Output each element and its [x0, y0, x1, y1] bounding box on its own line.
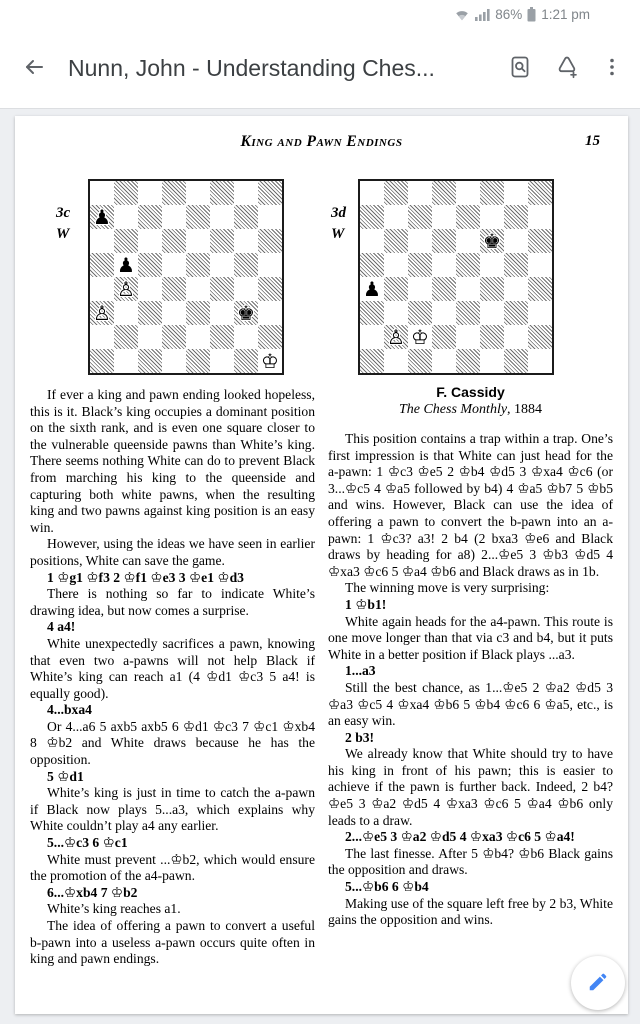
board-square-f5	[480, 253, 504, 277]
board-square-g3	[504, 301, 528, 325]
diagram-3c	[30, 179, 315, 375]
board-square-d3	[162, 301, 186, 325]
board-square-d4	[432, 277, 456, 301]
board-square-f7	[480, 205, 504, 229]
board-square-f3	[210, 301, 234, 325]
board-square-g6	[234, 229, 258, 253]
board-square-g7	[234, 205, 258, 229]
board-square-f1	[210, 349, 234, 373]
board-square-e3	[456, 301, 480, 325]
composer-name: F. Cassidy	[436, 384, 505, 400]
board-square-b3	[384, 301, 408, 325]
move-line: 1...a3	[345, 663, 376, 679]
right-column-text	[328, 431, 613, 929]
board-square-g4	[504, 277, 528, 301]
board-square-a4	[90, 277, 114, 301]
board-square-c5	[408, 253, 432, 277]
board-square-h8	[258, 181, 282, 205]
board-square-h5	[258, 253, 282, 277]
board-square-f4	[210, 277, 234, 301]
book-title: Nunn, John - Understanding Ches...	[68, 54, 435, 81]
board-square-c8	[138, 181, 162, 205]
search-page-icon	[508, 55, 532, 82]
board-square-g2	[234, 325, 258, 349]
diagram-3d-caption	[328, 383, 613, 419]
board-square-f6	[210, 229, 234, 253]
board-square-h4	[258, 277, 282, 301]
board-square-d2	[432, 325, 456, 349]
app-bar-actions	[500, 48, 640, 88]
move-line: 1 ♔g1 ♔f3 2 ♔f1 ♔e3 3 ♔e1 ♔d3	[47, 569, 244, 585]
board-square-a5	[90, 253, 114, 277]
three-dot-menu-icon	[600, 55, 624, 82]
board-square-d8	[162, 181, 186, 205]
board-square-d6	[162, 229, 186, 253]
board-square-c6	[408, 229, 432, 253]
board-square-a7	[90, 205, 114, 229]
signal-icon	[475, 8, 490, 21]
battery-icon	[527, 7, 536, 22]
board-square-d7	[162, 205, 186, 229]
board-square-c1	[138, 349, 162, 373]
board-square-e1	[456, 349, 480, 373]
board-square-g3	[234, 301, 258, 325]
status-bar	[0, 0, 640, 28]
text-paragraph: This position contains a trap within a trap. One’s first impression is that White can just head for the a-pawn: 1 ♔c3 ♔e5 2 ♔b4 ♔d5 3 ♔xa4 ♔c6 (or 3...♔c5 4 ♔a5 followed by b4) 4 ♔a5 ♔b7 5 ♔b5 and wins. However, Black can use the idea of offering a pawn to convert the b-pawn into an a-pawn: 1 ♔c3? a3! 2 b4 (2 bxa3 ♔e6 and Black draws by heading for a8) 2...♔e5 3 ♔b3 ♔d5 4 ♔xa3 ♔c6 5 ♔a4 ♔b6 and Black draws as in 1b.	[328, 431, 613, 579]
board-square-a4	[360, 277, 384, 301]
clock-text: 1:21 pm	[541, 6, 590, 22]
board-square-a2	[360, 325, 384, 349]
board-square-h8	[528, 181, 552, 205]
chess-board-3d	[358, 179, 554, 375]
board-square-f2	[210, 325, 234, 349]
board-square-c1	[408, 349, 432, 373]
back-button[interactable]	[14, 48, 54, 88]
chess-piece-wP-a3: ♙	[93, 301, 111, 325]
board-square-d4	[162, 277, 186, 301]
board-square-h7	[528, 205, 552, 229]
board-square-d1	[432, 349, 456, 373]
board-square-d5	[432, 253, 456, 277]
board-square-c8	[408, 181, 432, 205]
board-square-g4	[234, 277, 258, 301]
board-square-a1	[90, 349, 114, 373]
side-to-move: W	[56, 226, 70, 242]
move-line: 5 ♔d1	[47, 768, 84, 784]
board-square-e8	[456, 181, 480, 205]
chess-piece-wP-b4: ♙	[117, 277, 135, 301]
board-square-h3	[528, 301, 552, 325]
board-square-d8	[432, 181, 456, 205]
board-square-e4	[186, 277, 210, 301]
page-number: 15	[585, 133, 600, 149]
board-square-e1	[186, 349, 210, 373]
board-square-f5	[210, 253, 234, 277]
board-square-d1	[162, 349, 186, 373]
board-square-e8	[186, 181, 210, 205]
diagram-3d-label	[328, 179, 358, 375]
move-line: 5...♔c3 6 ♔c1	[47, 835, 128, 851]
move-line: 4...bxa4	[47, 702, 92, 718]
board-square-c4	[138, 277, 162, 301]
board-square-d5	[162, 253, 186, 277]
board-square-h5	[528, 253, 552, 277]
board-square-b7	[114, 205, 138, 229]
move-line: 6...♔xb4 7 ♔b2	[47, 884, 138, 900]
board-square-e7	[186, 205, 210, 229]
text-paragraph: The idea of offering a pawn to convert a useful b-pawn into a useless a-pawn occurs quite often in king and pawn endings.	[30, 918, 315, 967]
board-square-b1	[114, 349, 138, 373]
board-square-b6	[384, 229, 408, 253]
battery-percent: 86%	[495, 6, 523, 22]
text-paragraph: There is nothing so far to indicate White’s drawing idea, but now comes a surprise.	[30, 586, 315, 618]
board-square-f1	[480, 349, 504, 373]
board-square-b7	[384, 205, 408, 229]
board-square-g8	[504, 181, 528, 205]
text-paragraph: The last finesse. After 5 ♔b4? ♔b6 Black gains the opposition and draws.	[328, 845, 613, 878]
chess-piece-bK-g3: ♚	[237, 301, 255, 325]
text-paragraph: Making use of the square left free by 2 b3, White gains the opposition and wins.	[328, 895, 613, 928]
board-square-a3	[90, 301, 114, 325]
board-square-a1	[360, 349, 384, 373]
move-line: 1 ♔b1!	[345, 596, 387, 612]
board-square-h1	[528, 349, 552, 373]
board-square-a3	[360, 301, 384, 325]
board-square-f8	[480, 181, 504, 205]
annotate-fab[interactable]	[571, 956, 625, 1010]
board-square-h4	[528, 277, 552, 301]
board-square-c7	[138, 205, 162, 229]
board-square-a8	[360, 181, 384, 205]
board-square-b6	[114, 229, 138, 253]
chapter-title: King and Pawn Endings	[240, 133, 403, 150]
overflow-menu-button[interactable]	[592, 48, 632, 88]
text-paragraph: The winning move is very surprising:	[345, 580, 550, 596]
board-square-a2	[90, 325, 114, 349]
board-square-e6	[456, 229, 480, 253]
board-square-d3	[432, 301, 456, 325]
wifi-icon	[454, 8, 470, 21]
app-bar	[0, 28, 640, 108]
diagram-3d	[328, 179, 613, 375]
board-square-h2	[258, 325, 282, 349]
board-square-f3	[480, 301, 504, 325]
add-bookmark-button[interactable]	[546, 48, 586, 88]
board-square-h2	[528, 325, 552, 349]
text-paragraph: However, using the ideas we have seen in earlier positions, White can save the game.	[30, 536, 315, 568]
board-square-b8	[114, 181, 138, 205]
chess-piece-bP-b5: ♟	[117, 253, 135, 277]
board-square-f6	[480, 229, 504, 253]
source-title: The Chess Monthly	[398, 402, 508, 417]
text-paragraph: We already know that White should try to have his king in front of his pawn; this is easier to achieve if the pawn is further back. Indeed, 2 b4? ♔e5 3 ♔a2 ♔d5 4 ♔xa3 ♔c6 5 ♔a4 ♔b6 only leads to a draw.	[328, 746, 613, 828]
chess-board-3c	[88, 179, 284, 375]
two-column-text	[15, 155, 628, 968]
reader-backdrop	[0, 108, 640, 1024]
move-line: 2 b3!	[345, 729, 375, 745]
page-header	[15, 133, 628, 155]
board-square-f4	[480, 277, 504, 301]
text-paragraph: Or 4...a6 5 axb5 axb5 6 ♔d1 ♔c3 7 ♔c1 ♔xb4 8 ♔b2 and White draws because he has the opposition.	[30, 718, 315, 768]
board-square-g1	[504, 349, 528, 373]
source-year: , 1884	[507, 402, 543, 417]
board-square-h6	[258, 229, 282, 253]
board-square-g5	[504, 253, 528, 277]
board-square-b2	[114, 325, 138, 349]
board-square-g7	[504, 205, 528, 229]
board-square-e2	[186, 325, 210, 349]
board-square-b5	[114, 253, 138, 277]
board-square-c3	[138, 301, 162, 325]
diagram-number: 3c	[56, 205, 71, 221]
board-square-g8	[234, 181, 258, 205]
board-square-b1	[384, 349, 408, 373]
board-square-h1	[258, 349, 282, 373]
text-paragraph: White again heads for the a4-pawn. This route is one move longer than that via c3 and b4, but it puts White in a better position if Black plays ...a3.	[328, 613, 613, 662]
board-square-h6	[528, 229, 552, 253]
move-line: 5...♔b6 6 ♔b4	[345, 879, 429, 895]
diagram-number: 3d	[331, 205, 346, 221]
text-paragraph: Still the best chance, as 1...♔e5 2 ♔a2 ♔d5 3 ♔a3 ♔c5 4 ♔xa4 ♔b6 5 ♔b4 ♔c6 6 ♔a5, etc., is an easy win.	[328, 679, 613, 729]
board-square-e5	[186, 253, 210, 277]
right-column	[328, 155, 613, 968]
pencil-icon	[587, 971, 609, 996]
book-page[interactable]	[15, 116, 628, 1014]
board-square-f7	[210, 205, 234, 229]
board-square-d2	[162, 325, 186, 349]
board-square-c6	[138, 229, 162, 253]
board-square-e3	[186, 301, 210, 325]
board-square-a7	[360, 205, 384, 229]
chess-piece-wK-c2: ♔	[411, 325, 429, 349]
board-square-d6	[432, 229, 456, 253]
source-line	[328, 401, 613, 419]
left-column-text	[30, 387, 315, 968]
text-paragraph: If ever a king and pawn ending looked hopeless, this is it. Black’s king occupies a dominant position on the sixth rank, and is even one square closer to the vulnerable queenside pawns than White’s king. There seems nothing White can do to prevent Black from marching his king to the queenside and capturing both white pawns, when the resulting king and two pawns against king position is an easy win.	[30, 387, 315, 535]
diagram-3c-label	[30, 179, 88, 375]
back-arrow-icon	[22, 55, 46, 82]
board-square-c3	[408, 301, 432, 325]
search-in-book-button[interactable]	[500, 48, 540, 88]
board-square-b4	[114, 277, 138, 301]
text-paragraph: White must prevent ...♔b2, which would ensure the promotion of the a4-pawn.	[30, 851, 315, 884]
board-square-c5	[138, 253, 162, 277]
board-square-e2	[456, 325, 480, 349]
chess-piece-wK-h1: ♔	[261, 349, 279, 373]
move-line: 2...♔e5 3 ♔a2 ♔d5 4 ♔xa3 ♔c6 5 ♔a4!	[345, 829, 575, 845]
board-square-h3	[258, 301, 282, 325]
board-square-a5	[360, 253, 384, 277]
board-square-b4	[384, 277, 408, 301]
text-paragraph: White’s king reaches a1.	[47, 901, 181, 917]
move-line: 4 a4!	[47, 619, 76, 635]
board-square-b3	[114, 301, 138, 325]
board-square-a8	[90, 181, 114, 205]
board-square-b5	[384, 253, 408, 277]
board-square-h7	[258, 205, 282, 229]
board-square-c2	[138, 325, 162, 349]
board-square-g2	[504, 325, 528, 349]
board-square-f8	[210, 181, 234, 205]
board-square-a6	[360, 229, 384, 253]
chess-piece-bP-a7: ♟	[93, 205, 111, 229]
text-paragraph: White unexpectedly sacrifices a pawn, knowing that even two a-pawns will not help Black if White’s king can reach a1 (4 ♔d1 ♔c3 5 a4! is equally good).	[30, 635, 315, 701]
chess-piece-wP-b2: ♙	[387, 325, 405, 349]
bookmark-add-icon	[553, 54, 579, 83]
board-square-e7	[456, 205, 480, 229]
board-square-g1	[234, 349, 258, 373]
board-square-c2	[408, 325, 432, 349]
chess-piece-bP-a4: ♟	[363, 277, 381, 301]
side-to-move: W	[331, 226, 345, 242]
board-square-g6	[504, 229, 528, 253]
board-square-c7	[408, 205, 432, 229]
left-column	[30, 155, 315, 968]
text-paragraph: White’s king is just in time to catch the a-pawn if Black now plays 5...a3, which explains why White couldn’t play a4 any earlier.	[30, 785, 315, 834]
board-square-e5	[456, 253, 480, 277]
board-square-b2	[384, 325, 408, 349]
board-square-b8	[384, 181, 408, 205]
board-square-d7	[432, 205, 456, 229]
board-square-c4	[408, 277, 432, 301]
board-square-f2	[480, 325, 504, 349]
chess-piece-bK-f6: ♚	[483, 229, 501, 253]
board-square-e4	[456, 277, 480, 301]
board-square-e6	[186, 229, 210, 253]
board-square-a6	[90, 229, 114, 253]
board-square-g5	[234, 253, 258, 277]
